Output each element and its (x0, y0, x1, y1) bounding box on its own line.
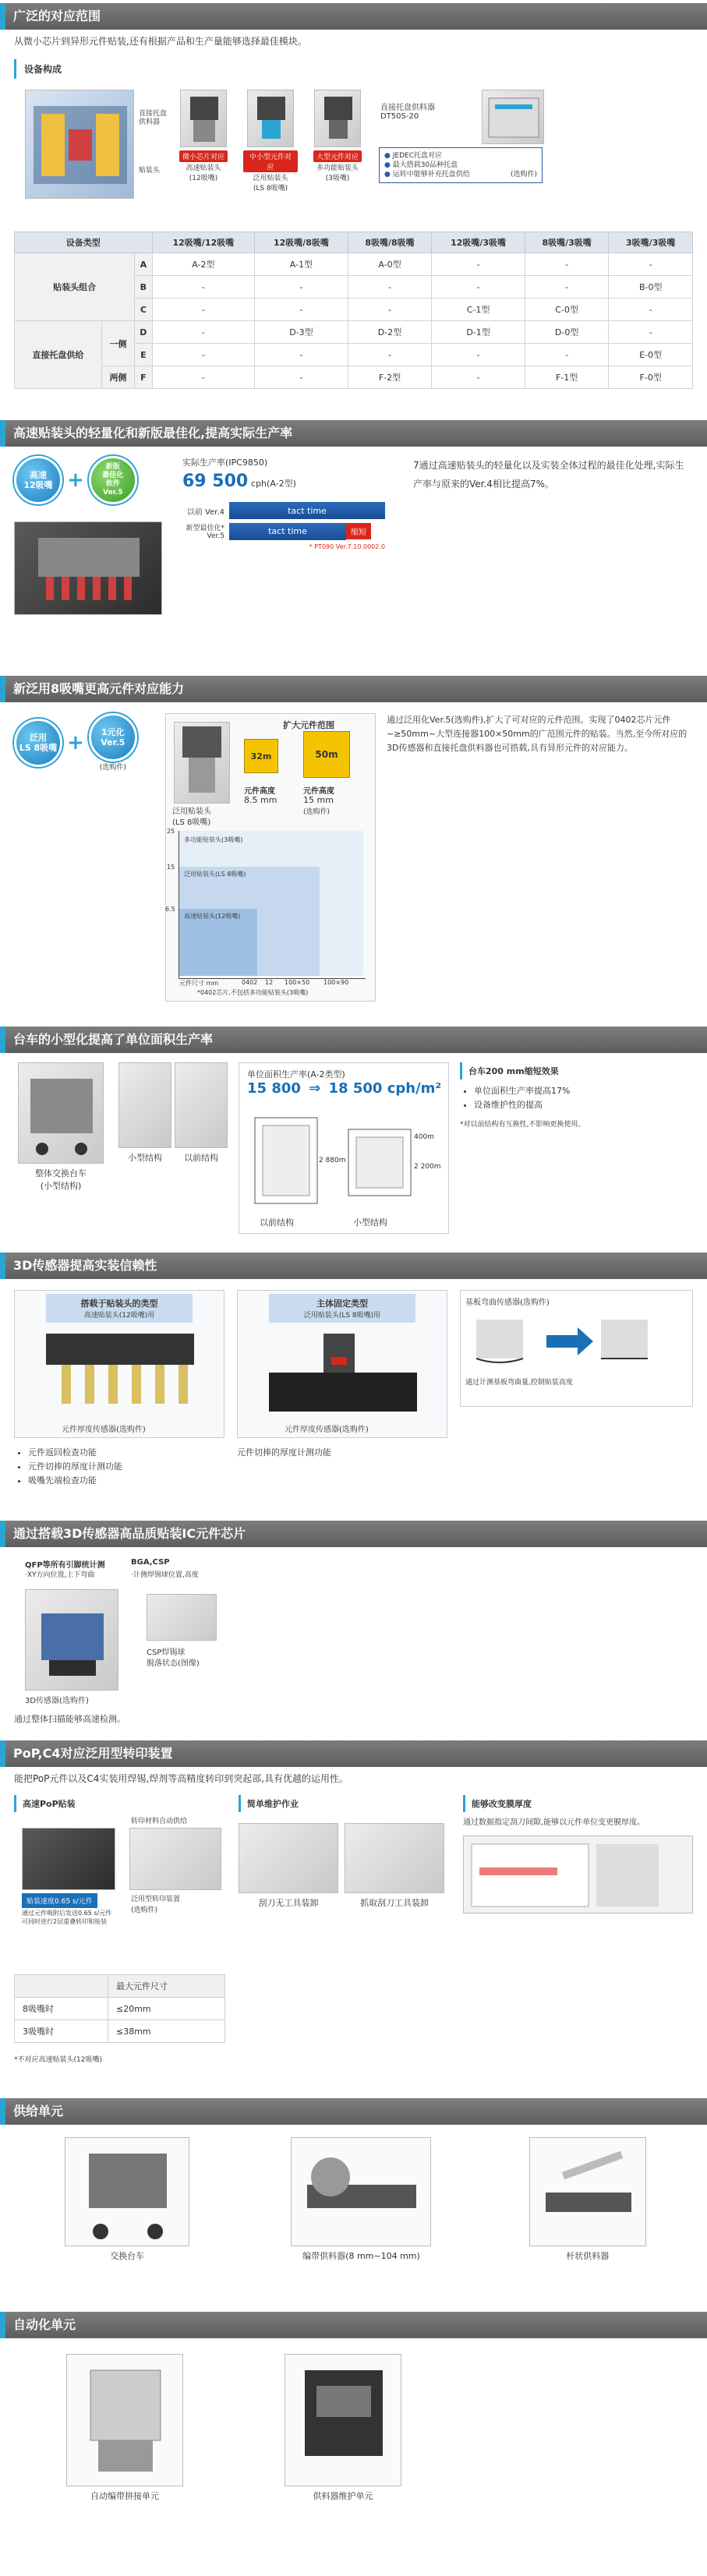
head-name: 多功能贴装头 (316, 164, 359, 172)
sensor-panel-box (237, 1290, 447, 1438)
supply-item (275, 2137, 447, 2284)
table-cell: - (348, 344, 432, 366)
head-image (180, 90, 227, 147)
section-title-general: 新泛用8吸嘴更高元件对应能力 (0, 676, 707, 702)
section-title-3d: 3D传感器提高实装信赖性 (0, 1253, 707, 1279)
cart-illustration (65, 2138, 190, 2247)
maint-photo (239, 1823, 338, 1893)
tact-label-old: 以前 Ver.4 (186, 507, 224, 517)
cart-effect-title: 台车200 mm缩短效果 (460, 1062, 693, 1080)
structure-photos (118, 1062, 228, 1239)
head-tag: 中小型元件对应 (243, 150, 298, 172)
layout-label-new: 小型结构 (353, 1217, 387, 1228)
pop-unit-caption-sub: (选购件) (131, 1906, 158, 1914)
pop-column (14, 1795, 224, 1965)
list-item: 元件切捧的厚度计测功能 (237, 1447, 331, 1458)
table-cell: - (525, 276, 609, 299)
ls8-head-illustration (175, 723, 229, 800)
legend-item: ● 最大搭载30品种托盘 (384, 161, 458, 169)
general-desc: 通过泛用化Ver.5(选购件),扩大了可对应的元件范围。实现了0402芯片元件~≥50mm~大型连接器100×50mm的广范围元件的贴装。当然,至今所对应的3D传感器和直接托盘供料器也可搭载,具有异形元件的对应能力。 (387, 715, 688, 753)
table-row (15, 366, 693, 389)
equip-title: 设备构成 (14, 59, 693, 79)
table-cell: - (609, 299, 693, 321)
area-rate-title: 单位面积生产率(A-2类型) (247, 1069, 345, 1080)
area-rate-from: 15 800 (247, 1080, 301, 1097)
table-cell: ≤38mm (108, 2020, 225, 2043)
h-label-new: 元件高度 (303, 787, 334, 796)
head-tag: 大型元件对应 (313, 150, 362, 162)
csp-label: CSP焊锡球 (147, 1648, 186, 1657)
group-sub-label: 两侧 (101, 366, 134, 389)
sensor-title: 搭载于贴装头的类型 (80, 1299, 158, 1309)
table-row (15, 253, 693, 276)
range-label-high: 高速贴装头(12吸嘴) (184, 913, 241, 920)
table-header-cell: 3吸嘴/3吸嘴 (609, 232, 693, 253)
head-sensor-illustration (15, 1326, 224, 1419)
table-cell: - (432, 366, 525, 389)
legend-text: JEDEC托盘对应 (392, 152, 442, 160)
head-sub: (LS 8吸嘴) (253, 185, 288, 193)
auto-item (47, 2354, 203, 2510)
table-cell: D-2型 (348, 321, 432, 344)
structure-photo-old (175, 1062, 228, 1148)
maint-caption: 刮刀无工具装卸 (258, 1898, 319, 1908)
range-label-multi: 多功能贴装头(3吸嘴) (184, 836, 243, 843)
supply-photo (291, 2137, 431, 2246)
circle-ls8: 泛用 LS 8吸嘴 (14, 719, 62, 767)
auto-caption: 供料器维护单元 (313, 2491, 373, 2501)
structure-caption: 小型结构 (128, 1153, 162, 1163)
x-tick: 100×50 (285, 979, 310, 986)
pop-columns (0, 1790, 707, 1970)
list-item: • 元件返回检查功能 (28, 1446, 224, 1460)
pop-unit-caption: 泛用型转印装置 (131, 1896, 181, 1903)
head-illustration (315, 90, 362, 148)
pop-supply-label: 转印材料自动供给 (131, 1818, 188, 1825)
table-header-cell: 12吸嘴/12吸嘴 (152, 232, 255, 253)
ic-desc: 通过整体扫描能够高速检测。 (14, 1714, 125, 1724)
head-sub: (12吸嘴) (189, 175, 218, 182)
warp-illustration (461, 1312, 656, 1374)
table-row (15, 2020, 225, 2043)
sensor-content (0, 1279, 707, 1497)
head-illustration (248, 90, 295, 148)
table-cell: F-2型 (348, 366, 432, 389)
general-content (0, 702, 707, 1014)
cart-caption: 整体交换台车 (35, 1168, 87, 1178)
feeder-name: 直接托盘供料器 (380, 104, 435, 112)
csp-image (147, 1594, 217, 1641)
circle2-wrap (89, 713, 137, 772)
head-sub: (LS 8吸嘴) (172, 818, 211, 827)
head-label: 泛用贴装头 (172, 807, 211, 816)
table-cell: - (152, 299, 255, 321)
maint-caption: 抓取刮刀工具装卸 (360, 1898, 429, 1908)
body-sensor-illustration (238, 1326, 447, 1419)
tact-row-new (182, 522, 401, 540)
qfp-title: QFP等所有引脚统计测 (25, 1561, 105, 1570)
head-tag: 微小芯片对应 (179, 150, 228, 162)
dim-reduced: 400m (414, 1133, 434, 1141)
head-photo-illustration (15, 522, 163, 616)
cart-right (460, 1062, 693, 1239)
table-cell: - (525, 253, 609, 276)
tact-bar-new: tact time (229, 523, 346, 540)
table-row (15, 1998, 225, 2020)
panel-title: 扩大元件范围 (283, 720, 334, 730)
real-rate (182, 472, 401, 491)
supply-photo (529, 2137, 646, 2246)
high-speed-head-photo (14, 521, 162, 615)
x-tick: 100×90 (323, 979, 349, 986)
speed-circles (14, 456, 170, 504)
supply-units (0, 2125, 707, 2296)
legend-item: ● 运转中能够补充托盘供给 (选购件) (384, 171, 537, 178)
h-new: 15 mm (303, 795, 334, 805)
table-cell: ≤20mm (108, 1998, 225, 2020)
table-cell: C-1型 (432, 299, 525, 321)
3d-sensor-photo (25, 1589, 118, 1691)
section-title-ic: 通过搭载3D传感器高品质贴装IC元件芯片 (0, 1521, 707, 1547)
pop-intro: 能把PoP元件以及C4实装用焊锡,焊剂等高精度转印到突起部,具有优越的运用性。 (14, 1773, 349, 1784)
row-key: D (135, 321, 152, 344)
table-cell: - (255, 366, 348, 389)
pop-col-title: 高速PoP贴装 (14, 1795, 224, 1812)
supply-item (518, 2137, 658, 2284)
auto-caption: 自动编带拼接单元 (90, 2491, 159, 2501)
circle-high-speed: 高速 12吸嘴 (14, 456, 62, 504)
row-key: A (135, 253, 152, 276)
area-rate-box (239, 1062, 449, 1234)
head-item (176, 90, 231, 193)
range-intro: 从微小芯片到异形元件贴装,还有根据产品和生产量能够选择最佳模块。 (14, 36, 307, 47)
x-tick: 12 (265, 979, 274, 986)
bga-title: BGA,CSP (131, 1558, 170, 1567)
page (0, 3, 707, 2525)
head-label: 贴装头 (139, 167, 161, 175)
tact-label-new: 新型最佳化* Ver.5 (186, 525, 224, 540)
splicer-illustration (67, 2355, 184, 2487)
speed-content (0, 447, 707, 649)
cart-content (0, 1053, 707, 1248)
3d-sensor-illustration (26, 1590, 119, 1691)
pop-col-title: 能够改变膜厚度 (463, 1795, 693, 1812)
structure-photo-small (118, 1062, 171, 1148)
stick-feeder-illustration (530, 2138, 647, 2247)
table-cell: - (432, 344, 525, 366)
group-label: 贴装头组合 (15, 253, 135, 321)
table-cell: F-1型 (525, 366, 609, 389)
thickness-screen (463, 1836, 693, 1913)
sensor-panel-box (14, 1290, 224, 1438)
table-cell: - (348, 276, 432, 299)
table-header-cell: 12吸嘴/8吸嘴 (255, 232, 348, 253)
pop-column (239, 1795, 449, 1965)
range-label-general: 泛用贴装头(LS 8吸嘴) (184, 871, 246, 878)
list-item: • 吸嘴先端检查功能 (28, 1474, 224, 1488)
ic-content (14, 1555, 693, 1726)
thickness-ui-illustration (464, 1836, 666, 1914)
csp-label-2: 脱落状态(图像) (147, 1659, 200, 1668)
table-header-row (15, 1975, 225, 1998)
cart-note: *对以前结构有互换性,不影响更换使用。 (460, 1121, 585, 1129)
arrow-right-icon: ⇒ (309, 1080, 321, 1097)
real-label: 实际生产率(IPC9850) (182, 458, 268, 468)
thickness-desc: 通过数据指定刮刀间隙,能够以元件单位变更膜厚度。 (463, 1818, 645, 1827)
feeder-illustration (483, 90, 545, 145)
size-new-box: 50m (303, 731, 350, 778)
size-old-box: 32m (244, 739, 278, 773)
table-cell: F-0型 (609, 366, 693, 389)
supply-item (49, 2137, 205, 2284)
table-cell: 8吸嘴时 (15, 1998, 108, 2020)
legend-note: (选购件) (510, 171, 537, 178)
section-title-cart: 台车的小型化提高了单位面积生产率 (0, 1027, 707, 1053)
tray-label: 直接托盘供料器 (139, 110, 168, 126)
maint-item (345, 1823, 444, 1909)
cart-caption-sub: (小型结构) (40, 1181, 82, 1191)
head-name: 高速贴装头 (186, 164, 221, 172)
x-tick: 0402 (242, 979, 258, 986)
head-sub: (3吸嘴) (325, 175, 350, 182)
pop-head-photo (22, 1828, 115, 1890)
table-cell: A-2型 (152, 253, 255, 276)
row-key: F (135, 366, 152, 389)
table-cell: - (152, 344, 255, 366)
layout-label-old: 以前结构 (260, 1217, 294, 1228)
cart-item (14, 1062, 108, 1239)
tape-feeder-illustration (292, 2138, 432, 2247)
head-image (247, 90, 294, 147)
maint-photo (345, 1823, 444, 1893)
list-item: • 元件切捧的厚度计测功能 (28, 1460, 224, 1474)
pop-unit-photo (129, 1828, 221, 1890)
head-name: 泛用贴装头 (253, 175, 288, 182)
table-cell: - (255, 276, 348, 299)
machine-illustration (26, 90, 135, 200)
tact-bar-old: tact time (229, 502, 385, 519)
table-cell: - (525, 344, 609, 366)
auto-units (0, 2338, 707, 2525)
sensor-feature-list (237, 1446, 447, 1458)
pop-column (463, 1795, 693, 1965)
table-cell: A-0型 (348, 253, 432, 276)
head-item (243, 90, 298, 193)
real-value: 69 500 (182, 472, 249, 491)
sensor-panel (14, 1290, 224, 1486)
table-cell: C-0型 (525, 299, 609, 321)
table-header-row (15, 232, 693, 253)
group-label: 直接托盘供给 (15, 321, 102, 389)
row-key: C (135, 299, 152, 321)
sensor-panel (237, 1290, 447, 1486)
feeder-label (380, 101, 435, 121)
tact-row-old (182, 502, 401, 519)
section-title-auto: 自动化单元 (0, 2312, 707, 2338)
structure-item (118, 1062, 171, 1239)
table-header-cell: 设备类型 (15, 232, 153, 253)
section-title-pop: PoP,C4对应泛用型转印装置 (0, 1740, 707, 1767)
ls8-head-image (174, 722, 230, 804)
sensor-panel-title (46, 1294, 193, 1323)
table-header-cell (15, 1975, 108, 1998)
maint-photos (239, 1823, 449, 1909)
speed-desc: 7通过高速贴装头的轻量化以及实装全体过程的最佳化处理,实际生产率与原来的Ver.4相比提高7%。 (413, 460, 684, 489)
table-cell: 3吸嘴时 (15, 2020, 108, 2043)
bga-sub: ·计测焊锡球位置,高度 (131, 1571, 199, 1579)
table-cell: - (255, 344, 348, 366)
cart-photo (18, 1062, 104, 1164)
tact-reduced-tag: 缩短 (346, 523, 371, 539)
head-illustration (181, 90, 228, 148)
x-axis-note: 元件尺寸 mm (179, 980, 219, 987)
table-header-cell: 12吸嘴/3吸嘴 (432, 232, 525, 253)
table-cell: D-3型 (255, 321, 348, 344)
plus-icon: + (67, 468, 84, 492)
warp-caption: 通过计测基板弯曲量,控制贴装高度 (465, 1379, 573, 1387)
maintenance-unit-illustration (285, 2355, 402, 2487)
group-sub-label: 一侧 (101, 321, 134, 366)
speed-left (14, 456, 170, 640)
real-unit: cph(A-2型) (251, 479, 296, 489)
supply-caption: 交换台车 (110, 2251, 145, 2261)
head-item (310, 90, 365, 193)
maint-item (239, 1823, 338, 1909)
dim-new: 2 200m (414, 1163, 441, 1171)
head-list (176, 90, 365, 193)
supply-photo (65, 2137, 189, 2246)
config-table (14, 231, 693, 389)
sensor-caption: 元件厚度传感器(选购件) (62, 1426, 146, 1434)
area-rate-to: 18 500 cph/m² (328, 1080, 442, 1097)
table-cell: - (255, 299, 348, 321)
speed-middle (182, 456, 401, 640)
table-cell: - (609, 321, 693, 344)
auto-photo (66, 2354, 183, 2486)
warp-title: 基板弯曲传感器(选购件) (465, 1299, 550, 1307)
machine-image (25, 90, 134, 199)
h-old: 8.5 mm (244, 795, 277, 805)
circle-note: (选购件) (99, 764, 126, 772)
table-header-cell: 8吸嘴/8吸嘴 (348, 232, 432, 253)
table-cell: A-1型 (255, 253, 348, 276)
list-item: • 单位面积生产率提高17% (474, 1084, 693, 1098)
warp-sensor-panel (460, 1290, 693, 1407)
section-title-supply: 供给单元 (0, 2098, 707, 2125)
equip-diagram (14, 85, 693, 225)
table-cell: - (609, 253, 693, 276)
sensor-sub: 泛用贴装头(LS 8吸嘴)用 (303, 1312, 381, 1320)
cart-illustration (19, 1063, 104, 1164)
table-header-cell: 8吸嘴/3吸嘴 (525, 232, 609, 253)
head-image (314, 90, 361, 147)
h-label-old: 元件高度 (244, 787, 275, 796)
3d-sensor-caption: 3D传感器(选购件) (25, 1697, 89, 1705)
sensor-feature-list (14, 1446, 224, 1488)
dim-old: 2 880m (319, 1157, 346, 1164)
range-chart (165, 828, 366, 987)
general-circles (14, 713, 154, 772)
row-key: B (135, 276, 152, 299)
tact-note: * PT090 Ver.7.10.0002.0 (309, 543, 385, 550)
supply-caption: 编带供料器(8 mm~104 mm) (302, 2251, 420, 2261)
table-row (15, 321, 693, 344)
general-left (14, 713, 154, 1003)
pop-speed-tag: 贴装速度0.65 s/元件 (22, 1893, 97, 1908)
circle-ver5: 1元化 Ver.5 (89, 713, 137, 761)
y-tick: 25 (167, 828, 175, 835)
sensor-caption: 元件厚度传感器(选购件) (285, 1426, 369, 1434)
cart-effect-list (460, 1084, 693, 1112)
plus-icon: + (67, 730, 84, 754)
section-title-speed: 高速贴装头的轻量化和新版最佳化,提高实际生产率 (0, 420, 707, 447)
sensor-panel-title (269, 1294, 415, 1323)
h-new-note: (选购件) (303, 808, 331, 816)
circle-software: 新版 最佳化 软件 Ver.5 (89, 456, 137, 504)
legend-item: ● JEDEC托盘对应 (384, 152, 442, 160)
pop-size-table (14, 1974, 225, 2043)
table-cell: - (432, 276, 525, 299)
pop-note: *不对应高速贴装头(12吸嘴) (14, 2056, 102, 2064)
feeder-legend (379, 147, 543, 183)
legend-text: 运转中能够补充托盘供给 (392, 171, 470, 178)
pop-speed-note: 通过元件吸附后发送0.65 s/元件 可同时进行2层重叠转印和贴装 (22, 1910, 112, 1925)
sensor-title: 主体固定类型 (316, 1299, 368, 1309)
component-range-panel (165, 713, 376, 1002)
feeder-model: DT50S-20 (380, 112, 419, 121)
table-cell: E-0型 (609, 344, 693, 366)
legend-text: 最大搭载30品种托盘 (392, 161, 458, 169)
auto-item (265, 2354, 421, 2510)
qfp-sub: ·XY方向位置,上下弯曲 (25, 1571, 95, 1579)
table-cell: - (152, 366, 255, 389)
supply-caption: 杆状供料器 (566, 2251, 610, 2261)
table-cell: D-0型 (525, 321, 609, 344)
table-cell: - (348, 299, 432, 321)
pop-col-body (14, 1812, 224, 1960)
structure-item (175, 1062, 228, 1239)
row-key: E (135, 344, 152, 366)
table-cell: - (152, 276, 255, 299)
structure-caption: 以前结构 (184, 1153, 218, 1163)
list-item: • 设备维护性的提高 (474, 1098, 693, 1112)
section-title-range: 广泛的对应范围 (0, 3, 707, 30)
table-cell: - (432, 253, 525, 276)
table-header-cell: 最大元件尺寸 (108, 1975, 225, 1998)
table-cell: B-0型 (609, 276, 693, 299)
table-cell: D-1型 (432, 321, 525, 344)
y-tick: 15 (167, 864, 175, 871)
range-foot: *0402芯片,不包括多功能贴装头(3吸嘴) (197, 989, 309, 996)
y-tick: 6.5 (165, 906, 175, 913)
pop-col-title: 简单维护作业 (239, 1795, 449, 1812)
sensor-sub: 高速贴装头(12吸嘴)用 (83, 1312, 155, 1320)
auto-photo (285, 2354, 401, 2486)
area-rate-values (247, 1080, 441, 1097)
table-cell: - (152, 321, 255, 344)
feeder-image (482, 90, 544, 144)
